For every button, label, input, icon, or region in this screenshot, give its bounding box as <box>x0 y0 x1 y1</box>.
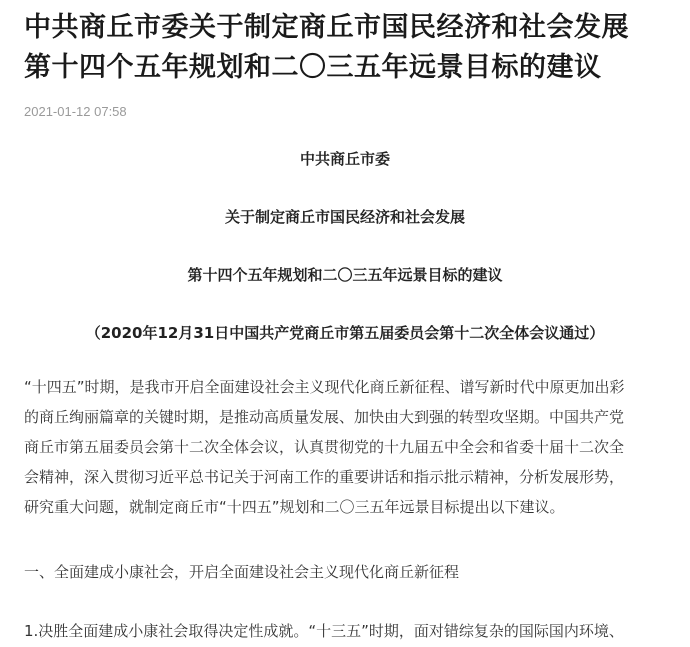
section-heading: 一、全面建成小康社会，开启全面建设社会主义现代化商丘新征程 <box>24 563 460 581</box>
paragraph-line: “十四五”时期，是我市开启全面建设社会主义现代化商丘新征程、谱写新时代中原更加出彩 <box>24 378 625 396</box>
issuer-heading: 中共商丘市委 <box>299 150 390 168</box>
paragraph-line: 的商丘绚丽篇章的关键时期，是推动高质量发展、加快由大到强的转型攻坚期。中国共产党 <box>24 408 625 426</box>
point-1-paragraph: 1.决胜全面建成小康社会取得决定性成就。“十三五”时期，面对错综复杂的国际国内环境、 <box>24 622 624 640</box>
paragraph-line: 研究重大问题，就制定商丘市“十四五”规划和二〇三五年远景目标提出以下建议。 <box>24 498 565 516</box>
publish-date: 2021-01-12 07:58 <box>24 104 127 119</box>
article-title <box>24 8 674 88</box>
document-subtitle-line-2: 第十四个五年规划和二〇三五年远景目标的建议 <box>187 266 503 284</box>
document-subtitle-line-1: 关于制定商丘市国民经济和社会发展 <box>224 208 465 226</box>
intro-paragraph <box>24 372 670 522</box>
article-title-line-2: 第十四个五年规划和二〇三五年远景目标的建议 <box>24 52 602 83</box>
paragraph-line: 会精神，深入贯彻习近平总书记关于河南工作的重要讲话和指示批示精神，分析发展形势， <box>24 468 625 486</box>
article-title-line-1: 中共商丘市委关于制定商丘市国民经济和社会发展 <box>24 12 629 43</box>
paragraph-line: 商丘市第五届委员会第十二次全体会议，认真贯彻党的十九届五中全会和省委十届十二次全 <box>24 438 625 456</box>
adoption-note: （2020年12月31日中国共产党商丘市第五届委员会第十二次全体会议通过） <box>85 324 605 342</box>
